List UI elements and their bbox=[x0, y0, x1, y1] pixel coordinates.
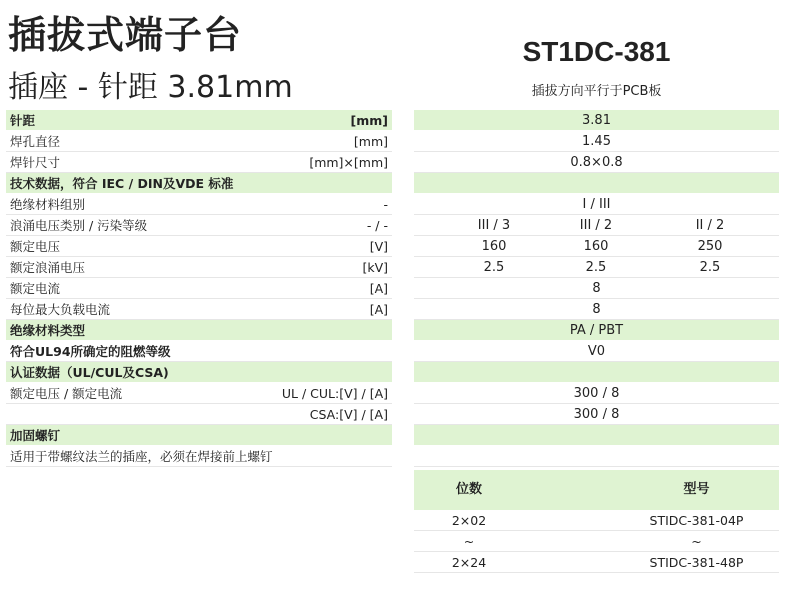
spec-unit: [mm] bbox=[350, 113, 388, 128]
ordering-table-header bbox=[414, 470, 779, 510]
spec-value: I / III bbox=[582, 197, 611, 212]
spec-row-value bbox=[414, 320, 779, 341]
ordering-model: STIDC-381-04P bbox=[649, 513, 744, 528]
spec-label: 额定电压 / 额定电流 bbox=[10, 386, 123, 401]
orientation-note: 插拔方向平行于PCB板 bbox=[531, 84, 662, 99]
spec-unit: [kV] bbox=[362, 260, 388, 275]
spec-value: 3.81 bbox=[582, 113, 611, 128]
ordering-positions: 2×24 bbox=[451, 555, 487, 570]
spec-row-value bbox=[414, 110, 779, 131]
spec-label: 符合UL94所确定的阻燃等级 bbox=[10, 344, 171, 359]
spec-row-value bbox=[414, 404, 779, 425]
spec-label: 绝缘材料组别 bbox=[10, 197, 86, 212]
spec-value: III / 3 bbox=[477, 218, 511, 233]
spec-value: 300 / 8 bbox=[573, 386, 620, 401]
spec-value: 1.45 bbox=[582, 134, 611, 149]
ordering-header-model: 型号 bbox=[683, 482, 710, 497]
spec-value: 160 bbox=[481, 239, 507, 254]
spec-row-label bbox=[6, 257, 392, 278]
spec-label: 焊孔直径 bbox=[10, 134, 61, 149]
spec-row-label bbox=[6, 236, 392, 257]
ordering-model: ~ bbox=[691, 534, 702, 549]
spec-row-value bbox=[414, 194, 779, 215]
spec-row-label bbox=[6, 446, 392, 467]
spec-row-value bbox=[414, 257, 779, 278]
spec-row-value bbox=[414, 383, 779, 404]
spec-unit: [A] bbox=[369, 302, 388, 317]
ordering-header-positions: 位数 bbox=[455, 482, 482, 497]
ordering-positions: ~ bbox=[463, 534, 475, 549]
spec-value: V0 bbox=[587, 344, 606, 359]
spec-row-value bbox=[414, 173, 779, 194]
spec-value: 2.5 bbox=[585, 260, 607, 275]
spec-row-value bbox=[414, 446, 779, 467]
spec-label: 适用于带螺纹法兰的插座，必须在焊接前上螺钉 bbox=[10, 449, 273, 464]
spec-label: 认证数据（UL/CUL及CSA) bbox=[10, 365, 169, 380]
spec-value: PA / PBT bbox=[569, 323, 624, 338]
spec-label: 焊针尺寸 bbox=[10, 155, 61, 170]
ordering-row bbox=[414, 510, 779, 531]
spec-label: 绝缘材料类型 bbox=[10, 323, 86, 338]
spec-row-value bbox=[414, 215, 779, 236]
spec-row-label bbox=[6, 425, 392, 446]
spec-unit: [mm] bbox=[353, 134, 388, 149]
spec-label: 额定浪涌电压 bbox=[10, 260, 86, 275]
spec-row-label bbox=[6, 173, 392, 194]
spec-row-label bbox=[6, 215, 392, 236]
spec-unit: [V] bbox=[369, 239, 388, 254]
spec-value: II / 2 bbox=[695, 218, 725, 233]
spec-row-label bbox=[6, 383, 392, 404]
spec-value: 300 / 8 bbox=[573, 407, 620, 422]
ordering-positions: 2×02 bbox=[451, 513, 487, 528]
model-number: ST1DC-381 bbox=[522, 36, 671, 67]
ordering-row bbox=[414, 552, 779, 573]
ordering-row bbox=[414, 531, 779, 552]
spec-value: 0.8×0.8 bbox=[570, 155, 623, 170]
spec-value: 2.5 bbox=[699, 260, 721, 275]
spec-label: 每位最大负载电流 bbox=[10, 302, 111, 317]
spec-row-label bbox=[6, 341, 392, 362]
spec-unit: [A] bbox=[369, 281, 388, 296]
spec-row-value bbox=[414, 362, 779, 383]
spec-row-label bbox=[6, 362, 392, 383]
spec-row-value bbox=[414, 341, 779, 362]
spec-value: 160 bbox=[583, 239, 609, 254]
spec-value: 2.5 bbox=[483, 260, 505, 275]
spec-unit: CSA:[V] / [A] bbox=[309, 407, 388, 422]
spec-label: 额定电流 bbox=[10, 281, 61, 296]
spec-row-value bbox=[414, 131, 779, 152]
spec-row-label bbox=[6, 152, 392, 173]
ordering-model: STIDC-381-48P bbox=[649, 555, 744, 570]
spec-label: 技术数据，符合 IEC / DIN及VDE 标准 bbox=[10, 176, 234, 191]
spec-unit: [mm]×[mm] bbox=[309, 155, 388, 170]
spec-value: 250 bbox=[697, 239, 723, 254]
spec-value: 8 bbox=[592, 281, 601, 296]
spec-row-label bbox=[6, 194, 392, 215]
spec-unit: - / - bbox=[366, 218, 388, 233]
spec-label: 额定电压 bbox=[10, 239, 61, 254]
spec-value: 8 bbox=[592, 302, 601, 317]
spec-row-label bbox=[6, 320, 392, 341]
spec-row-value bbox=[414, 152, 779, 173]
spec-row-value bbox=[414, 278, 779, 299]
spec-unit: UL / CUL:[V] / [A] bbox=[281, 386, 388, 401]
spec-row-value bbox=[414, 425, 779, 446]
spec-row-value bbox=[414, 299, 779, 320]
spec-label: 针距 bbox=[10, 113, 36, 128]
spec-row-label bbox=[6, 131, 392, 152]
spec-row-label bbox=[6, 404, 392, 425]
spec-label: 加固螺钉 bbox=[10, 428, 61, 443]
spec-row-label bbox=[6, 278, 392, 299]
page-title: 插拔式端子台 bbox=[8, 13, 243, 57]
spec-value: III / 2 bbox=[579, 218, 613, 233]
spec-row-label bbox=[6, 299, 392, 320]
page-subtitle: 插座 - 针距 3.81mm bbox=[8, 70, 293, 105]
spec-label: 浪涌电压类别 / 污染等级 bbox=[10, 218, 148, 233]
spec-unit: - bbox=[383, 197, 388, 212]
spec-row-value bbox=[414, 236, 779, 257]
spec-row-label bbox=[6, 110, 392, 131]
